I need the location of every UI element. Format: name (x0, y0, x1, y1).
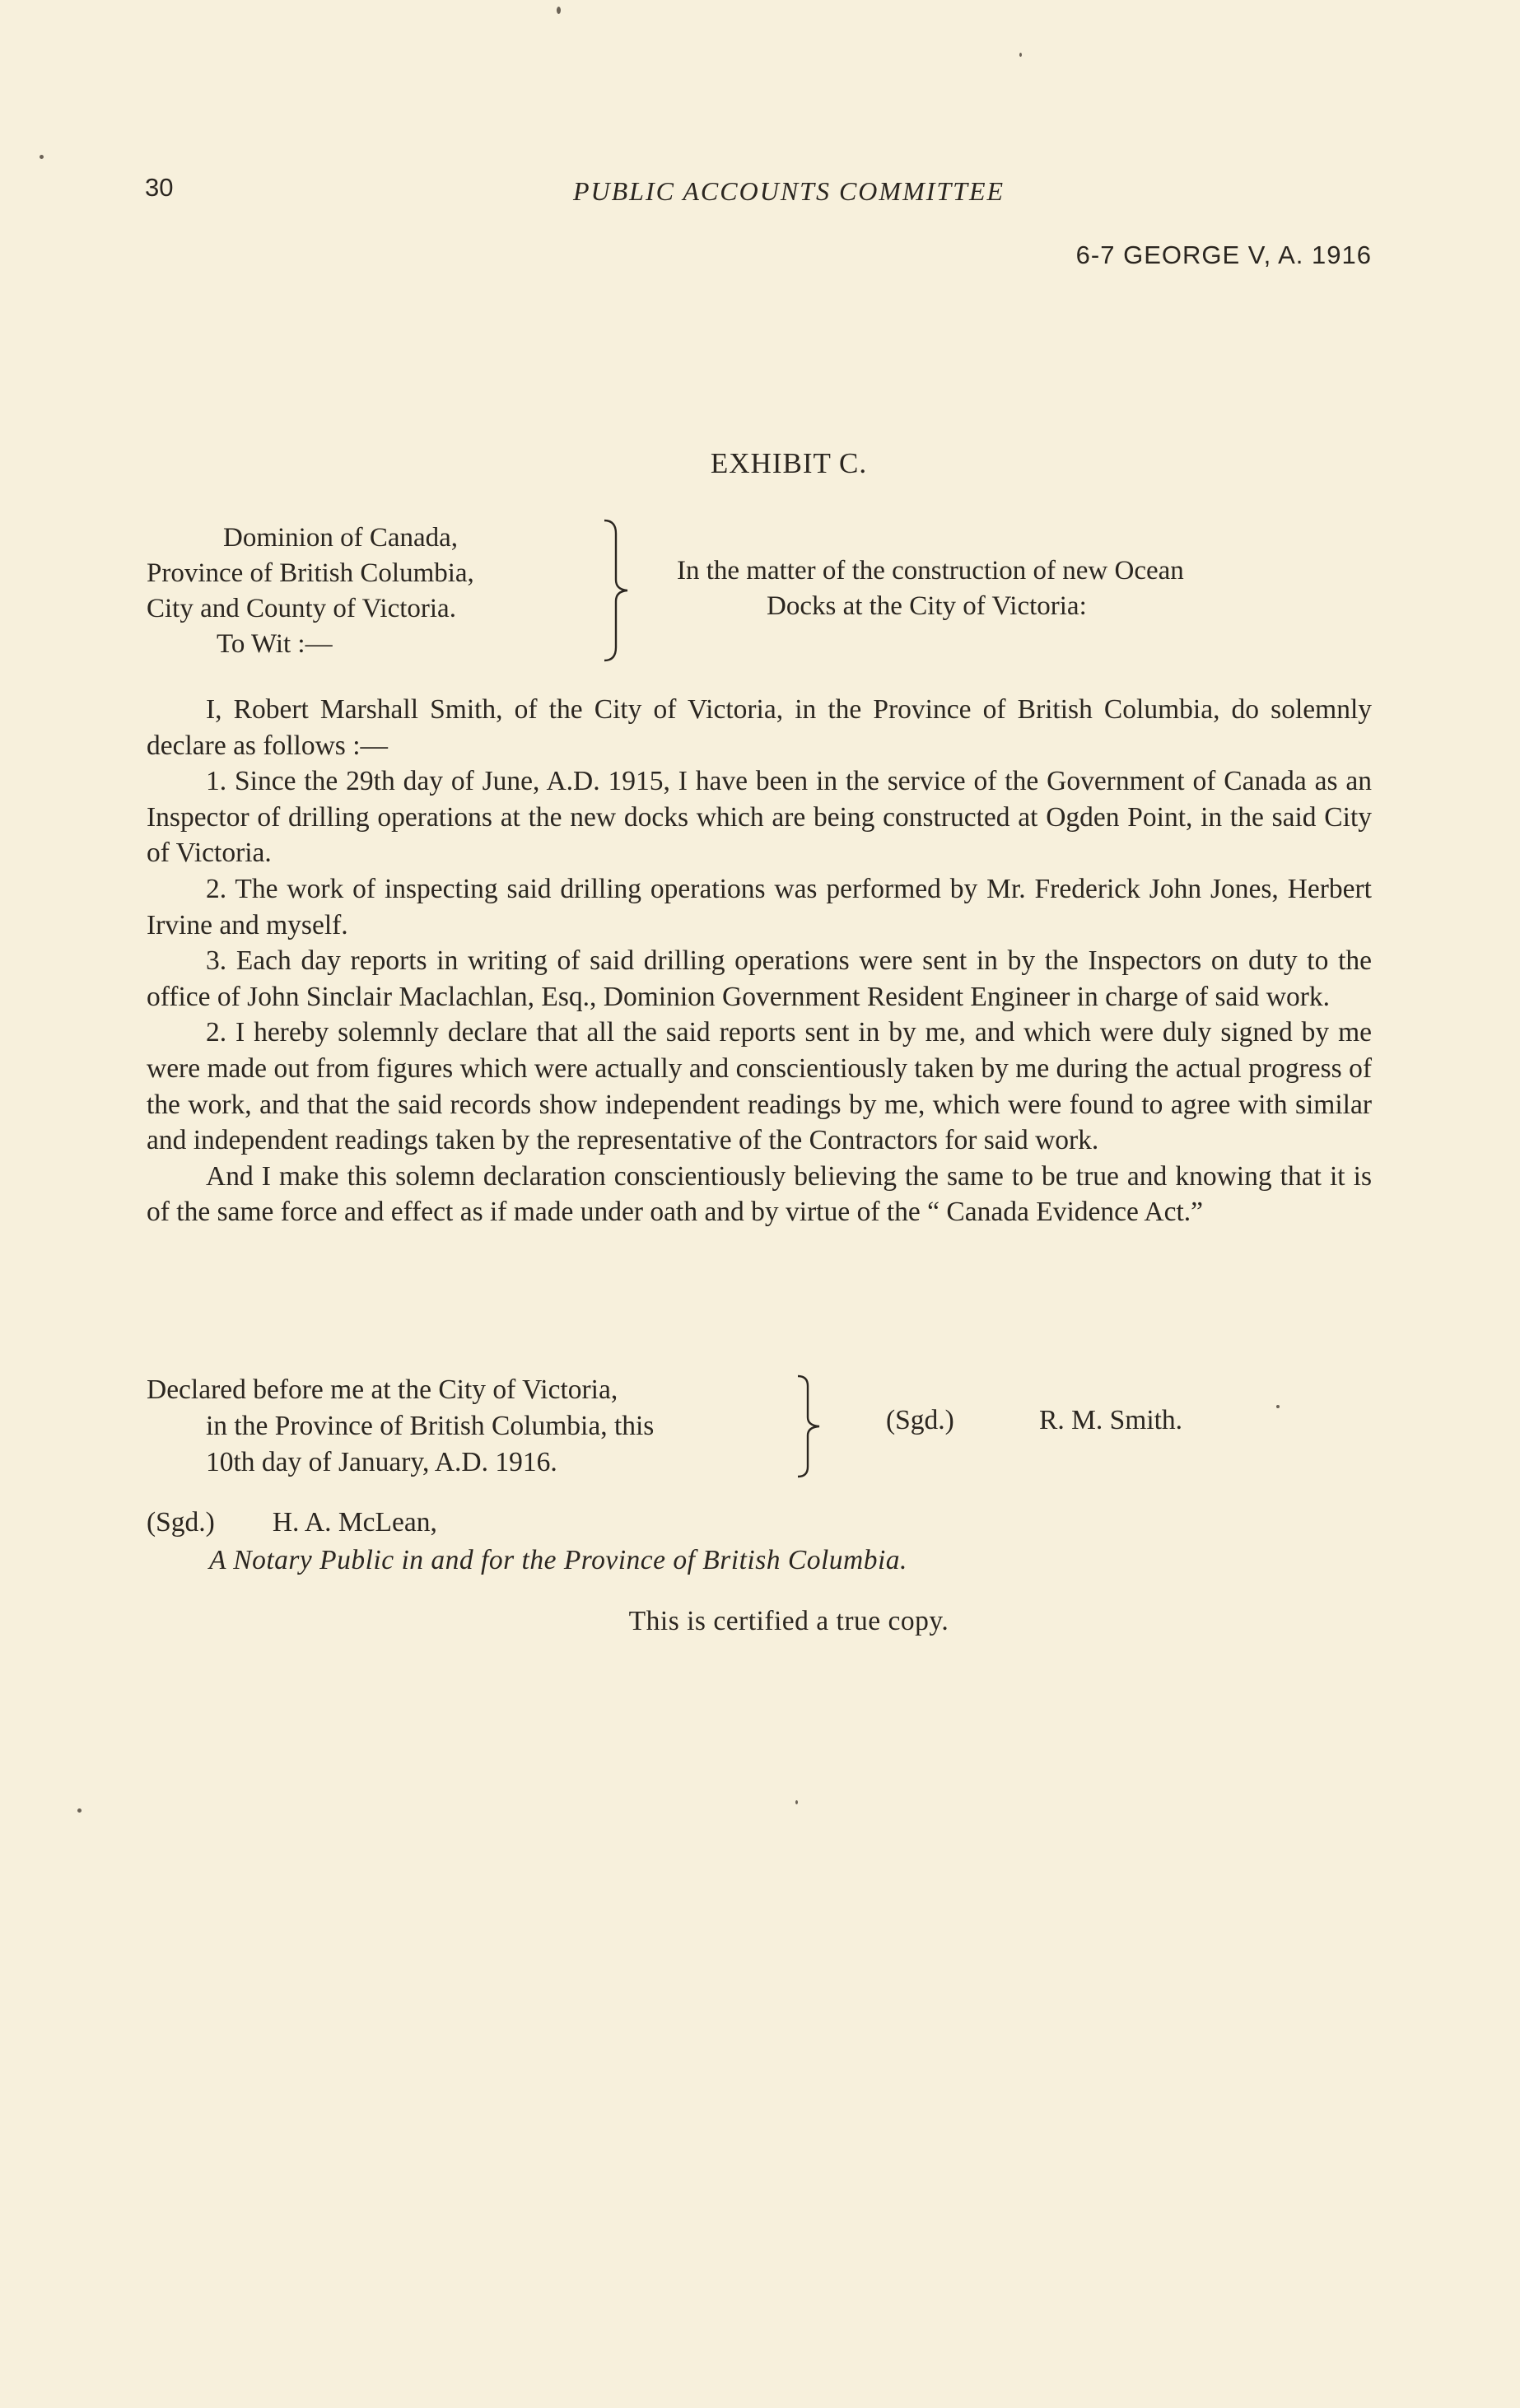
venue-line: City and County of Victoria. (147, 594, 456, 623)
declared-line: Declared before me at the City of Victoria, (147, 1374, 618, 1405)
declarant-signature: R. M. Smith. (1039, 1405, 1183, 1435)
matter-block (664, 553, 1388, 624)
venue-line: To Wit :— (217, 629, 333, 659)
scan-speck (77, 1808, 82, 1813)
scan-speck (1276, 1405, 1280, 1408)
paragraph: 1. Since the 29th day of June, A.D. 1915, I have been in the service of the Government of Canada as an Inspector of drilling operations at the new docks which are being constructed at Ogden Point, in the said City of Victoria. (147, 766, 1372, 869)
paragraph: And I make this solemn declaration conscientiously believing the same to be true and knowing that it is of the same force and effect as if made under oath and by virtue of the “ Canada Evidence Act.” (147, 1160, 1372, 1228)
declared-line: 10th day of January, A.D. 1916. (206, 1447, 557, 1477)
matter-line: In the matter of the construction of new Ocean (677, 556, 1184, 586)
notary-block (147, 1504, 907, 1580)
scan-speck (1019, 53, 1022, 57)
exhibit-title: EXHIBIT C. (710, 447, 868, 479)
paragraph: 2. I hereby solemnly declare that all the said reports sent in by me, and which were duly signed by me were made out from figures which were actually and conscientiously taken by me during the actual progress of the work, and that the said records show independent readings by me, which were found to agree with similar and independent readings taken by the representative of the Contractors for said work. (147, 1017, 1372, 1156)
venue-line: Province of British Columbia, (147, 558, 474, 588)
signed-mark: (Sgd.) (886, 1405, 954, 1435)
venue-line: Dominion of Canada, (223, 523, 459, 553)
declared-line: in the Province of British Columbia, this (206, 1411, 655, 1441)
notary-name: H. A. McLean, (272, 1507, 437, 1538)
signed-mark: (Sgd.) (147, 1507, 215, 1538)
session-label: 6-7 GEORGE V, A. 1916 (1075, 240, 1372, 269)
scan-speck (557, 7, 561, 14)
declared-before-block (147, 1372, 822, 1481)
matter-line: Docks at the City of Victoria: (767, 591, 1087, 621)
running-title: PUBLIC ACCOUNTS COMMITTEE (572, 176, 1005, 206)
certification-line: This is certified a true copy. (628, 1606, 949, 1636)
declaration-brace (795, 1373, 824, 1480)
paragraph: I, Robert Marshall Smith, of the City of Victoria, in the Province of British Columbia, do solemnly declare as follows :— (147, 694, 1372, 761)
notary-title: A Notary Public in and for the Province of British Columbia. (209, 1545, 907, 1575)
scan-speck (40, 155, 44, 159)
page-number: 30 (145, 173, 174, 202)
paragraph: 3. Each day reports in writing of said drilling operations were sent in by the Inspectors on duty to the office of John Sinclair Maclachlan, Esq., Dominion Government Resident Engineer in charge of said work. (147, 945, 1372, 1012)
venue-block (147, 520, 608, 662)
scan-speck (795, 1800, 798, 1804)
venue-brace (601, 517, 631, 664)
declaration-body (147, 692, 1372, 1230)
paragraph: 2. The work of inspecting said drilling operations was performed by Mr. Frederick John Jones, Herbert Irvine and myself. (147, 873, 1372, 940)
